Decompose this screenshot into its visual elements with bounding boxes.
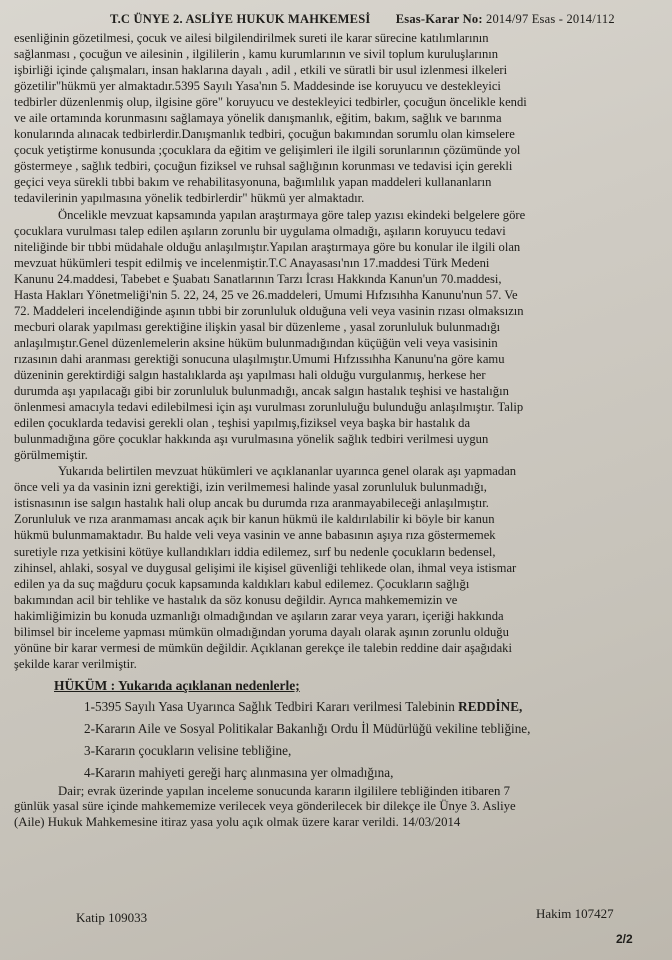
text-line: edilen çocuklarda tedavisi gerekli olan , teşhisi yapılmış,fiziksel veya başka bir hastalık da — [14, 416, 471, 431]
paragraph-3 — [14, 463, 658, 672]
document-body — [14, 30, 658, 830]
case-number — [396, 12, 615, 27]
judge-signature: Hakim 107427 — [536, 906, 614, 921]
text-line: hükmü bulunmamaktadır. Bu halde veli veya vasinin ve anne babasının aşıya rıza göstermemek — [14, 528, 496, 543]
text-line: yönüne bir karar vermesi de mümkün değildir. Açıklanan gerekçe ile talebin reddine dair aşağıdaki — [14, 640, 512, 655]
text-line: günlük yasal süre içinde mahkememize verilecek veya gönderilecek bir dilekçe ile Ünye 3. Asliye — [14, 799, 516, 814]
document-header — [110, 12, 670, 32]
text-line: çocuklara vurulması talep edilen aşıların zorunlu bir uygulama olmadığı, aşıların koruyucu tedavi — [14, 223, 506, 238]
court-name: T.C ÜNYE 2. ASLİYE HUKUK MAHKEMESİ — [110, 12, 371, 26]
case-number-value: 2014/97 Esas - 2014/112 — [486, 12, 615, 26]
text-line: düzeninin gerektirdiği salgın hastalıklarda aşı yapılması hali olduğu vurgulanmış, herkese her — [14, 367, 486, 382]
text-line: mecburi olarak yapılması gerektiğine ilişkin yasal bir düzenleme , yasal zorunluluk bulunmadığı — [14, 319, 501, 334]
text-line: Dair; evrak üzerinde yapılan inceleme sonucunda kararın ilgililere tebliğinden itibaren 7 — [58, 783, 510, 798]
text-line: niteliğinde bir tıbbi müdahale olduğu anlaşılmıştır.Yapılan araştırmaya göre bu konular ile ilgili olan — [14, 239, 521, 254]
text-line: göstermeye , sağlık tedbiri, çocuğun fiziksel ve ruhsal sağlığının korunması ve tedavisi için gerekli — [14, 159, 513, 174]
text-line: 72. Maddeleri incelendiğinde aşının tıbbi bir zorunluluk olduğuna veli veya vasinin rızası olmaksızın — [14, 303, 524, 318]
verdict-item — [14, 718, 658, 740]
page-number: 2/2 — [616, 932, 633, 946]
verdict-item-text: 2-Kararın Aile ve Sosyal Politikalar Bakanlığı Ordu İl Müdürlüğü vekiline tebliğine, — [84, 720, 531, 736]
text-line: Öncelikle mevzuat kapsamında yapılan araştırmaya göre talep yazısı ekindeki belgelere göre — [58, 207, 526, 222]
signature-block — [0, 900, 672, 940]
text-line: bulunmadığına göre çocuklar hakkında aşı vurulmasına yönelik sağlık tedbiri verilmesi uygun — [14, 432, 489, 447]
case-number-label: Esas-Karar No: — [395, 12, 483, 26]
verdict-item-text: 1-5395 Sayılı Yasa Uyarınca Sağlık Tedbiri Kararı verilmesi Talebinin — [84, 698, 459, 714]
text-line: Zorunluluk ve rıza aranmaması ancak açık bir kanun hükmü ile kaldırılabilir ki böyle bir kanun — [14, 512, 495, 527]
text-line: Yukarıda belirtilen mevzuat hükümleri ve açıklananlar uyarınca genel olarak aşı yapmadan — [58, 464, 517, 479]
verdict-item-emphasis: REDDİNE, — [458, 698, 523, 714]
text-line: geçici veya sürekli tıbbi bakım ve rehabilitasyonuna, bağımlılık yapan maddeleri kullananların — [14, 175, 492, 190]
text-line: rızasının dahi aranması gerektiği sonucuna ulaşılmıştır.Umumi Hıfzıssıhha Kanunu'na göre kamu — [14, 351, 505, 366]
text-line: bilimsel bir inceleme yapması mümkün olmadığından yoruma dayalı olarak aşının zorunlu olduğu — [14, 624, 509, 639]
verdict-item — [14, 696, 658, 718]
text-line: hakimliğimizin bu konuda uzmanlığı olmadığından ve aşıların zarar veya yararı, içeriği hakkında — [14, 608, 504, 623]
text-line: Hasta Hakları Yönetmeliği'nin 5. 22, 24, 25 ve 26.maddeleri, Umumi Hıfzısıhha Kanunu'nun 57. Ve — [14, 287, 518, 302]
verdict-item — [14, 740, 658, 762]
closing-paragraph — [14, 784, 658, 831]
paragraph-1 — [14, 30, 658, 207]
text-line: durumda aşı yapılacağı gibi bir zorunluluk bulunmadığı, ancak salgın hastalık teşhisi ve hastalığın — [14, 384, 509, 399]
text-line: şekilde karar verilmiştir. — [14, 656, 137, 671]
text-line: Kanunu 24.maddesi, Tabebet e Şuabatı Sanatlarının Tarzı İcrası Hakkında Kanun'un 70.maddesi, — [14, 271, 502, 286]
text-line: tedbirler düzenlenmiş olup, ilgisine göre" koruyucu ve destekleyici tedbirler, çocuğun öncelikle kendi — [14, 95, 527, 110]
text-line: (Aile) Hukuk Mahkemesine itiraz yasa yolu açık olmak üzere karar verildi. 14/03/2014 — [14, 814, 461, 829]
text-line: bakımından acil bir tehlike ve hastalık da söz konusu değildir. Ayrıca mahkememizin ve — [14, 592, 458, 607]
verdict-item-text: 3-Kararın çocukların velisine tebliğine, — [84, 742, 292, 758]
text-line: işbirliği içinde çalışmaları, insan haklarına dayalı , adil , etkili ve süratli bir usul izlenmesi ilkeleri — [14, 63, 508, 78]
clerk-signature: Katip 109033 — [76, 910, 148, 925]
text-line: mevzuat hükümleri tespit edilmiş ve incelenmiştir.T.C Anayasası'nın 17.maddesi Türk Medeni — [14, 255, 490, 270]
text-line: anlaşılmıştır.Genel düzenlemelerin aksine hüküm bulunmadığından küçüğün veli veya vasisinin — [14, 335, 498, 350]
verdict-item — [14, 762, 658, 784]
text-line: tedavilerinin yapılmasına yönelik tedbirlerdir" hükmü yer almaktadır. — [14, 191, 365, 206]
text-line: önce veli ya da vasinin izni gerektiği, izin verilmemesi halinde yasal zorunluluk bulunmadığı, — [14, 480, 487, 495]
text-line: ve aile ortamında korunmasını sağlamaya yönelik danışmanlık, eğitim, bakım, sağlık ve barınma — [14, 111, 502, 126]
text-line: görülmemiştir. — [14, 448, 88, 463]
paragraph-2 — [14, 207, 658, 464]
text-line: esenliğinin gözetilmesi, çocuk ve ailesi bilgilendirilmek sureti ile karar sürecine katılımlarının — [14, 31, 489, 45]
text-line: önlenmesi amacıyla tedavi edilebilmesi için aşı vurulması zorunluluğu bulunduğu anlaşılmıştır. Talip — [14, 400, 524, 415]
text-line: gözetilir"hükmü yer almaktadır.5395 Sayılı Yasa'nın 5. Maddesinde ise koruyucu ve destekleyici — [14, 79, 501, 94]
verdict-list — [14, 696, 658, 784]
verdict-title: HÜKÜM : Yukarıda açıklanan nedenlerle; — [54, 677, 300, 693]
verdict-item-text: 4-Kararın mahiyeti gereği harç alınmasına yer olmadığına, — [84, 764, 394, 780]
text-line: zihinsel, ahlaki, sosyal ve duygusal gelişimi ile kişisel güvenliği tehlikede olan, ihmal veya istismar — [14, 560, 517, 575]
text-line: sağlanması , çocuğun ve ailesinin , ilgililerin , kamu kurumlarının ve sivil toplum kuruluşlarının — [14, 47, 499, 62]
text-line: konularında alınacak tedbirlerdir.Danışmanlık tedbiri, çocuğun bakımından sorumlu olan kimselere — [14, 127, 515, 142]
text-line: çocuk yetiştirme konusunda ;çocuklara da eğitim ve gelişimleri ile ilgili sorunlarının çözümünde yol — [14, 143, 521, 158]
text-line: suretiyle rıza yetkisini kötüye kullandıkları iddia edilemez, sırf bu nedenle çocukların bedensel, — [14, 544, 496, 559]
text-line: istisnasının ise salgın hastalık hali olup ancak bu durumda rıza aranmayabileceği anlaşılmıştır. — [14, 496, 489, 511]
text-line: edilen ya da suç mağduru çocuk kapsamında kaldıkları kabul edilemez. Çocukların sağlığı — [14, 576, 470, 591]
